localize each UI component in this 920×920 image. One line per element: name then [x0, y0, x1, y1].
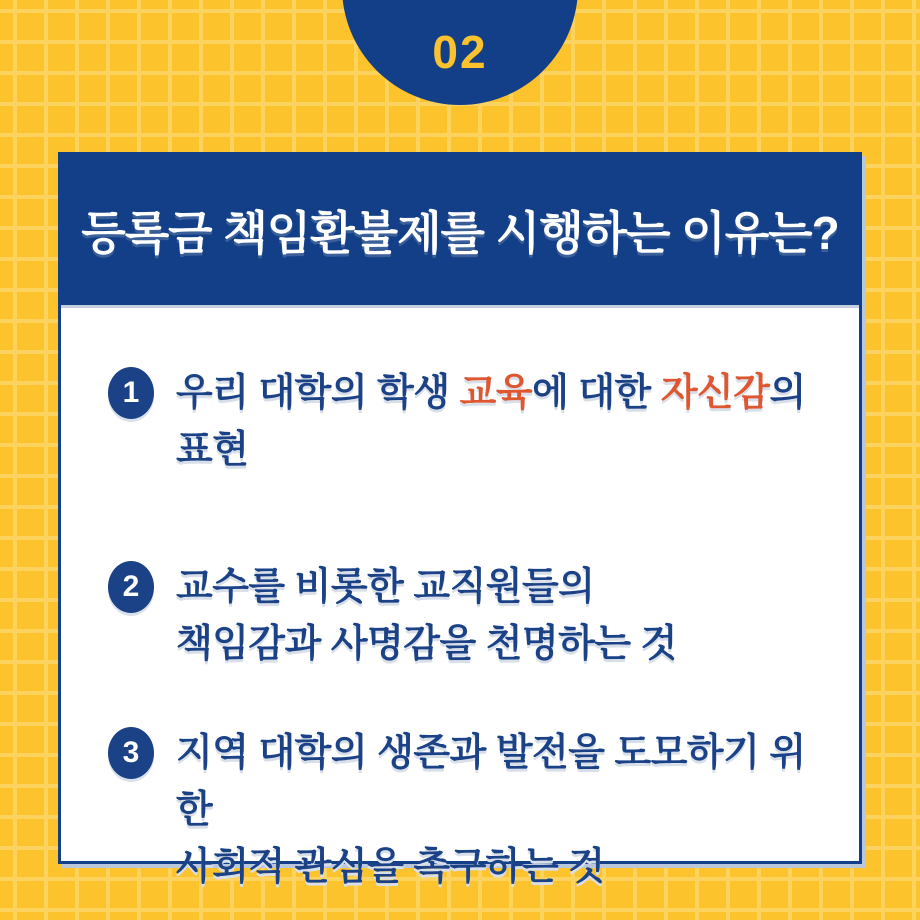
- card-header: [61, 155, 859, 305]
- info-card: [58, 152, 862, 888]
- item-1-segment: 의 표현: [176, 372, 806, 471]
- item-2-segment: 책임감과 사명감을 천명하는 것: [176, 623, 677, 665]
- list-item-2: [108, 559, 829, 673]
- item-1-highlight: 자신감: [660, 372, 770, 414]
- item-3-line-1: [176, 725, 829, 839]
- list-item-3: [108, 725, 829, 896]
- list-item-1: [108, 365, 829, 479]
- item-2-segment: 교수를 비롯한 교직원들의: [176, 566, 595, 608]
- card-body: [61, 305, 859, 896]
- item-1-line-1: [176, 365, 829, 479]
- item-2-number-badge: 2: [108, 561, 154, 613]
- item-1-number-badge: 1: [108, 367, 154, 419]
- item-2-text: [176, 559, 677, 673]
- item-1-segment: 우리 대학의 학생: [176, 372, 460, 414]
- item-3-segment: 사회적 관심을 촉구하는 것: [176, 846, 605, 888]
- item-3-text: [176, 725, 829, 896]
- item-1-highlight: 교육: [459, 372, 533, 414]
- item-1-text: [176, 365, 829, 479]
- item-3-number-badge: 3: [108, 727, 154, 779]
- item-3-line-2: [176, 839, 829, 896]
- item-2-line-1: [176, 559, 677, 616]
- item-1-segment: 에 대한: [532, 372, 661, 414]
- item-2-line-2: [176, 616, 677, 673]
- item-3-segment: 지역 대학의 생존과 발전을 도모하기 위한: [176, 732, 806, 831]
- section-number: 02: [432, 26, 488, 78]
- card-title: 등록금 책임환불제를 시행하는 이유는?: [81, 207, 839, 259]
- top-semicircle-badge: [342, 0, 578, 105]
